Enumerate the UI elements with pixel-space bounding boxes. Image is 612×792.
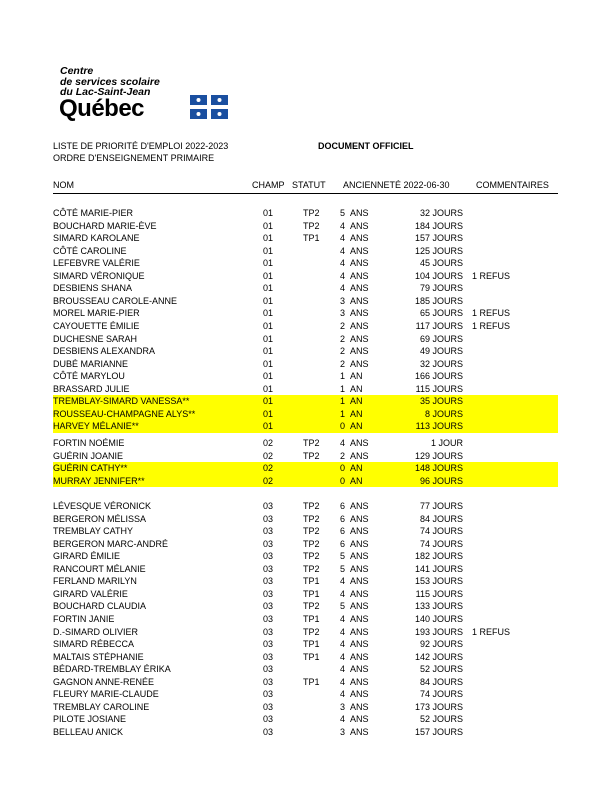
champ-value: 03	[263, 563, 274, 574]
seniority-days: 133 JOURS	[414, 601, 463, 612]
seniority-years: 5	[339, 551, 345, 562]
champ-value: 02	[263, 450, 274, 461]
table-row	[53, 701, 558, 714]
statut-value: TP2	[303, 501, 320, 511]
seniority-days: 157 JOURS	[414, 726, 463, 737]
seniority-unit: ANS	[350, 726, 369, 737]
champ-value: 02	[263, 438, 274, 448]
seniority-years: 4	[339, 626, 345, 637]
employee-name: GAGNON ANNE-RENÉE	[53, 676, 155, 687]
employee-name: BOUCHARD MARIE-ÈVE	[53, 220, 157, 231]
statut-value: TP1	[303, 613, 320, 624]
statut-value: TP2	[303, 450, 320, 461]
employee-name: BELLEAU ANICK	[53, 726, 124, 737]
logo-quebec-wordmark: Québec	[59, 95, 145, 122]
table-row	[53, 500, 558, 513]
seniority-years: 3	[339, 295, 345, 306]
seniority-unit: ANS	[350, 450, 369, 461]
seniority-days: 129 JOURS	[414, 450, 463, 461]
seniority-years: 3	[339, 701, 345, 712]
table-row	[53, 726, 558, 739]
logo-org-line-1: Centre	[60, 65, 94, 77]
champ-value: 01	[263, 320, 274, 331]
comment-value: 1 REFUS	[472, 626, 511, 637]
champ-value: 03	[263, 664, 274, 675]
seniority-years: 3	[339, 308, 345, 319]
champ-value: 02	[263, 475, 274, 486]
employee-name: BERGERON MÉLISSA	[53, 513, 147, 524]
header-divider	[53, 193, 558, 194]
seniority-days: 141 JOURS	[414, 563, 463, 574]
employee-name: GIRARD VALÉRIE	[53, 588, 128, 599]
table-row	[53, 333, 558, 346]
seniority-years: 4	[339, 576, 345, 587]
seniority-days: 182 JOURS	[414, 551, 463, 562]
table-row	[53, 420, 558, 433]
seniority-days: 140 JOURS	[414, 613, 463, 624]
table-row	[53, 525, 558, 538]
seniority-unit: ANS	[350, 295, 369, 306]
seniority-years: 0	[339, 475, 345, 486]
column-header-champ: CHAMP	[252, 180, 285, 190]
seniority-days: 193 JOURS	[414, 626, 463, 637]
seniority-days: 49 JOURS	[419, 346, 463, 357]
employee-name: DUCHESNE SARAH	[53, 333, 138, 344]
champ-value: 01	[263, 308, 274, 319]
champ-value: 03	[263, 526, 274, 537]
seniority-years: 1	[339, 371, 345, 382]
column-header-commentaires: COMMENTAIRES	[476, 180, 549, 190]
statut-value: TP2	[303, 601, 320, 612]
employee-name: TREMBLAY CAROLINE	[53, 701, 150, 712]
table-row	[53, 307, 558, 320]
champ-value: 01	[263, 245, 274, 256]
statut-value: TP1	[303, 576, 320, 587]
statut-value: TP1	[303, 588, 320, 599]
seniority-days: 115 JOURS	[415, 588, 463, 599]
champ-value: 01	[263, 371, 274, 382]
seniority-days: 74 JOURS	[419, 538, 463, 549]
seniority-unit: ANS	[350, 551, 369, 562]
champ-value: 02	[263, 463, 274, 474]
comment-value: 1 REFUS	[472, 308, 511, 319]
seniority-unit: AN	[350, 408, 363, 419]
statut-value: TP1	[303, 639, 320, 650]
seniority-years: 2	[339, 450, 345, 461]
seniority-years: 2	[339, 333, 345, 344]
seniority-years: 6	[339, 501, 345, 511]
seniority-days: 74 JOURS	[419, 526, 463, 537]
champ-value: 03	[263, 701, 274, 712]
champ-value: 01	[263, 396, 274, 407]
champ-value: 03	[263, 501, 274, 511]
document-official-label: DOCUMENT OFFICIEL	[318, 141, 414, 151]
employee-name: DUBÉ MARIANNE	[53, 358, 129, 369]
champ-value: 01	[263, 408, 274, 419]
seniority-unit: AN	[350, 421, 363, 432]
table-row	[53, 713, 558, 726]
seniority-unit: ANS	[350, 308, 369, 319]
column-header-anciennete: ANCIENNETÉ 2022-06-30	[343, 180, 450, 190]
seniority-unit: ANS	[350, 651, 369, 662]
employee-name: SIMARD VÉRONIQUE	[53, 270, 145, 281]
champ-value: 03	[263, 551, 274, 562]
seniority-days: 1 JOUR	[430, 438, 463, 448]
statut-value: TP2	[303, 563, 320, 574]
table-row	[53, 295, 558, 308]
employee-name: FLEURY MARIE-CLAUDE	[53, 689, 159, 700]
column-header-statut: STATUT	[292, 180, 326, 190]
table-row	[53, 688, 558, 701]
seniority-years: 4	[339, 676, 345, 687]
seniority-years: 5	[339, 208, 345, 218]
seniority-days: 45 JOURS	[419, 258, 463, 269]
statut-value: TP1	[303, 676, 320, 687]
seniority-years: 0	[339, 421, 345, 432]
employee-name: PILOTE JOSIANE	[53, 714, 127, 725]
organization-logo	[59, 65, 160, 122]
seniority-unit: ANS	[350, 563, 369, 574]
seniority-years: 5	[339, 601, 345, 612]
table-row	[53, 358, 558, 371]
employee-name: TREMBLAY CATHY	[53, 526, 134, 537]
seniority-unit: AN	[350, 396, 363, 407]
statut-value: TP2	[303, 208, 320, 218]
champ-value: 03	[263, 613, 274, 624]
quebec-flag-icon	[190, 95, 228, 119]
employee-name: GUÉRIN CATHY**	[53, 463, 128, 474]
employee-name: SIMARD RÉBECCA	[53, 639, 135, 650]
champ-value: 03	[263, 626, 274, 637]
statut-value: TP2	[303, 526, 320, 537]
champ-value: 03	[263, 714, 274, 725]
champ-value: 03	[263, 689, 274, 700]
table-row	[53, 663, 558, 676]
comment-value: 1 REFUS	[472, 320, 511, 331]
table-row	[53, 563, 558, 576]
table-row	[53, 245, 558, 258]
statut-value: TP2	[303, 538, 320, 549]
seniority-years: 4	[339, 258, 345, 269]
employee-name: DESBIENS SHANA	[53, 283, 133, 294]
champ-value: 01	[263, 333, 274, 344]
table-row	[53, 383, 558, 396]
statut-value: TP2	[303, 513, 320, 524]
table-row	[53, 270, 558, 283]
statut-value: TP2	[303, 551, 320, 562]
table-row	[53, 613, 558, 626]
employee-name: CÔTÉ MARIE-PIER	[53, 208, 134, 218]
seniority-years: 4	[339, 714, 345, 725]
champ-value: 03	[263, 651, 274, 662]
seniority-years: 4	[339, 639, 345, 650]
seniority-unit: ANS	[350, 576, 369, 587]
employee-name: LEFEBVRE VALÉRIE	[53, 258, 140, 269]
employee-name: LÉVESQUE VÉRONICK	[53, 501, 152, 511]
champ-value: 03	[263, 676, 274, 687]
table-row	[53, 345, 558, 358]
champ-value: 03	[263, 639, 274, 650]
table-row	[53, 538, 558, 551]
employee-name: BÉDARD-TREMBLAY ÉRIKA	[53, 664, 171, 675]
seniority-unit: ANS	[350, 333, 369, 344]
champ-value: 03	[263, 601, 274, 612]
champ-value: 01	[263, 233, 274, 244]
seniority-days: 77 JOURS	[419, 501, 463, 511]
seniority-unit: ANS	[350, 208, 369, 218]
statut-value: TP2	[303, 438, 320, 448]
seniority-days: 125 JOURS	[414, 245, 463, 256]
seniority-days: 104 JOURS	[414, 270, 463, 281]
champ-value: 01	[263, 358, 274, 369]
table-row	[53, 450, 558, 463]
seniority-years: 6	[339, 538, 345, 549]
table-row	[53, 676, 558, 689]
champ-value: 01	[263, 421, 274, 432]
seniority-days: 8 JOURS	[424, 408, 463, 419]
seniority-years: 4	[339, 651, 345, 662]
seniority-unit: ANS	[350, 320, 369, 331]
table-row	[53, 626, 558, 639]
seniority-unit: ANS	[350, 346, 369, 357]
table-row	[53, 220, 558, 233]
employee-name: SIMARD KAROLANE	[53, 233, 140, 244]
seniority-days: 32 JOURS	[419, 208, 463, 218]
seniority-unit: ANS	[350, 689, 369, 700]
seniority-unit: ANS	[350, 233, 369, 244]
employee-name: FORTIN JANIE	[53, 613, 115, 624]
employee-name: D.-SIMARD OLIVIER	[53, 626, 139, 637]
seniority-days: 65 JOURS	[419, 308, 463, 319]
seniority-days: 74 JOURS	[419, 689, 463, 700]
employee-name: BROUSSEAU CAROLE-ANNE	[53, 295, 178, 306]
table-row	[53, 395, 558, 408]
table-row	[53, 651, 558, 664]
employee-name: BERGERON MARC-ANDRÉ	[53, 538, 169, 549]
employee-name: BRASSARD JULIE	[53, 383, 130, 394]
seniority-years: 4	[339, 613, 345, 624]
comment-value: 1 REFUS	[472, 270, 511, 281]
table-row	[53, 320, 558, 333]
seniority-years: 4	[339, 270, 345, 281]
table-row	[53, 575, 558, 588]
seniority-days: 185 JOURS	[414, 295, 463, 306]
employee-name: FORTIN NOÉMIE	[53, 438, 125, 448]
champ-value: 03	[263, 588, 274, 599]
champ-value: 01	[263, 383, 274, 394]
employee-name: FERLAND MARILYN	[53, 576, 137, 587]
table-row	[53, 370, 558, 383]
seniority-unit: ANS	[350, 501, 369, 511]
seniority-years: 4	[339, 245, 345, 256]
employee-name: CÔTÉ CAROLINE	[53, 245, 127, 256]
seniority-years: 1	[339, 408, 345, 419]
list-subtitle: ORDRE D'ENSEIGNEMENT PRIMAIRE	[53, 153, 215, 163]
seniority-unit: ANS	[350, 220, 369, 231]
seniority-days: 92 JOURS	[419, 639, 463, 650]
champ-value: 03	[263, 726, 274, 737]
logo-org-line-3: du Lac-Saint-Jean	[60, 86, 151, 98]
seniority-years: 0	[339, 463, 345, 474]
seniority-unit: ANS	[350, 714, 369, 725]
column-header-nom: NOM	[53, 180, 74, 190]
employee-name: DESBIENS ALEXANDRA	[53, 346, 156, 357]
table-row	[53, 437, 558, 450]
seniority-unit: ANS	[350, 639, 369, 650]
champ-value: 03	[263, 513, 274, 524]
seniority-years: 4	[339, 689, 345, 700]
table-row	[53, 207, 558, 220]
seniority-days: 115 JOURS	[415, 383, 463, 394]
table-row	[53, 638, 558, 651]
table-row	[53, 600, 558, 613]
employee-name: BOUCHARD CLAUDIA	[53, 601, 147, 612]
seniority-years: 1	[339, 383, 345, 394]
seniority-days: 32 JOURS	[419, 358, 463, 369]
seniority-days: 148 JOURS	[414, 463, 463, 474]
seniority-years: 4	[339, 664, 345, 675]
employee-name: RANCOURT MÉLANIE	[53, 563, 146, 574]
seniority-years: 2	[339, 320, 345, 331]
seniority-unit: AN	[350, 475, 363, 486]
champ-value: 01	[263, 346, 274, 357]
seniority-years: 5	[339, 563, 345, 574]
statut-value: TP2	[303, 626, 320, 637]
seniority-unit: AN	[350, 371, 363, 382]
seniority-days: 84 JOURS	[419, 676, 463, 687]
seniority-unit: ANS	[350, 283, 369, 294]
seniority-unit: ANS	[350, 664, 369, 675]
seniority-unit: AN	[350, 463, 363, 474]
seniority-days: 35 JOURS	[419, 396, 463, 407]
employee-name: MALTAIS STÉPHANIE	[53, 651, 144, 662]
seniority-days: 184 JOURS	[414, 220, 463, 231]
seniority-days: 173 JOURS	[414, 701, 463, 712]
seniority-years: 2	[339, 358, 345, 369]
employee-name: MOREL MARIE-PIER	[53, 308, 140, 319]
seniority-unit: AN	[350, 383, 363, 394]
statut-value: TP1	[303, 233, 320, 244]
seniority-unit: ANS	[350, 526, 369, 537]
table-row	[53, 588, 558, 601]
employee-name: GUÉRIN JOANIE	[53, 450, 124, 461]
seniority-years: 4	[339, 233, 345, 244]
champ-value: 01	[263, 295, 274, 306]
champ-value: 03	[263, 576, 274, 587]
seniority-unit: ANS	[350, 245, 369, 256]
seniority-unit: ANS	[350, 613, 369, 624]
seniority-unit: ANS	[350, 701, 369, 712]
seniority-days: 153 JOURS	[414, 576, 463, 587]
seniority-unit: ANS	[350, 538, 369, 549]
statut-value: TP1	[303, 651, 320, 662]
seniority-years: 4	[339, 220, 345, 231]
champ-value: 01	[263, 208, 274, 218]
employee-name: CÔTÉ MARYLOU	[53, 371, 125, 382]
employee-name: MURRAY JENNIFER**	[53, 475, 145, 486]
seniority-days: 69 JOURS	[419, 333, 463, 344]
table-row	[53, 282, 558, 295]
seniority-unit: ANS	[350, 258, 369, 269]
seniority-years: 4	[339, 438, 345, 448]
seniority-unit: ANS	[350, 438, 369, 448]
seniority-unit: ANS	[350, 626, 369, 637]
champ-value: 01	[263, 258, 274, 269]
seniority-days: 113 JOURS	[415, 421, 463, 432]
seniority-years: 6	[339, 526, 345, 537]
seniority-days: 142 JOURS	[414, 651, 463, 662]
seniority-days: 84 JOURS	[419, 513, 463, 524]
seniority-years: 4	[339, 588, 345, 599]
seniority-years: 6	[339, 513, 345, 524]
champ-value: 01	[263, 270, 274, 281]
table-row	[53, 408, 558, 421]
seniority-unit: ANS	[350, 601, 369, 612]
seniority-years: 4	[339, 283, 345, 294]
employee-name: ROUSSEAU-CHAMPAGNE ALYS**	[53, 408, 196, 419]
seniority-years: 1	[339, 396, 345, 407]
table-row	[53, 257, 558, 270]
seniority-days: 52 JOURS	[419, 714, 463, 725]
employee-name: CAYOUETTE ÉMILIE	[53, 320, 140, 331]
seniority-unit: ANS	[350, 513, 369, 524]
seniority-unit: ANS	[350, 676, 369, 687]
table-row	[53, 550, 558, 563]
employee-name: GIRARD ÉMILIE	[53, 551, 121, 562]
seniority-days: 117 JOURS	[415, 320, 463, 331]
table-row	[53, 513, 558, 526]
champ-value: 01	[263, 220, 274, 231]
seniority-days: 96 JOURS	[419, 475, 463, 486]
employee-name: HARVEY MÉLANIE**	[53, 421, 139, 432]
table-row	[53, 475, 558, 488]
seniority-days: 52 JOURS	[419, 664, 463, 675]
table-row	[53, 462, 558, 475]
logo-org-line-2: de services scolaire	[60, 75, 160, 88]
seniority-unit: ANS	[350, 270, 369, 281]
seniority-years: 2	[339, 346, 345, 357]
table-row	[53, 232, 558, 245]
seniority-years: 3	[339, 726, 345, 737]
seniority-days: 79 JOURS	[419, 283, 463, 294]
seniority-unit: ANS	[350, 358, 369, 369]
champ-value: 03	[263, 538, 274, 549]
seniority-unit: ANS	[350, 588, 369, 599]
seniority-days: 166 JOURS	[414, 371, 463, 382]
list-title: LISTE DE PRIORITÉ D'EMPLOI 2022-2023	[53, 141, 229, 151]
seniority-days: 157 JOURS	[414, 233, 463, 244]
champ-value: 01	[263, 283, 274, 294]
statut-value: TP2	[303, 220, 320, 231]
employee-name: TREMBLAY-SIMARD VANESSA**	[53, 396, 190, 407]
